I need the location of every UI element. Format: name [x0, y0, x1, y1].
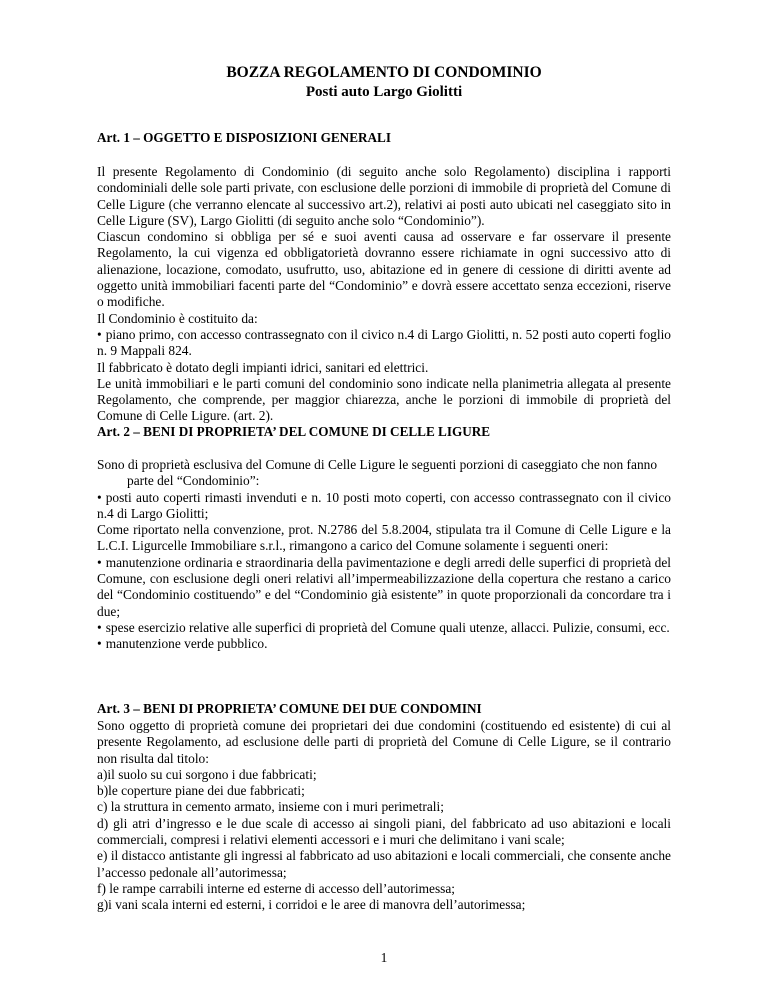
art3-item-f: f) le rampe carrabili interne ed esterne di accesso dell’autorimessa; — [97, 880, 456, 896]
art2-body — [97, 457, 671, 653]
art2-heading: Art. 2 – BENI DI PROPRIETA’ DEL COMUNE DI CELLE LIGURE — [97, 424, 491, 439]
art1-paragraph-3: Il Condominio è costituito da: — [97, 310, 258, 326]
art1-paragraph-2: Ciascun condomino si obbliga per sé e suoi aventi causa ad osservare e far osservare il presente Regolamento, la cui vigenza ed obbligatorietà dovranno essere richiamate in ogni successivo atto di alienazione, locazione, comodato, usufrutto, uso, abitazione ed in genere di cessione di diritti avente ad oggetto unità immobiliari facenti parte del “Condominio” e dovrà essere accettato senza eccezioni, riserve o modifiche. — [97, 229, 671, 310]
art2-paragraph-1b: parte del “Condominio”: — [127, 473, 260, 489]
art3-item-b: b)le coperture piane dei due fabbricati; — [97, 783, 305, 799]
art2-paragraph-3: Come riportato nella convenzione, prot. N.2786 del 5.8.2004, stipulata tra il Comune di Celle Ligure e la L.C.I. Ligurcelle Immobiliare s.r.l., rimangono a carico del Comune solamente i seguenti oneri: — [97, 522, 671, 554]
page-number: 1 — [380, 950, 388, 965]
art1-paragraph-5: Il fabbricato è dotato degli impianti idrici, sanitari ed elettrici. — [97, 359, 429, 375]
art3-paragraph-1: Sono oggetto di proprietà comune dei proprietari dei due condomini (costituendo ed esistente) di cui al presente Regolamento, ad esclusione delle parti di proprietà del Comune di Celle Ligure, se il contrario non risulta dal titolo: — [97, 718, 671, 766]
art3-item-a: a)il suolo su cui sorgono i due fabbricati; — [97, 766, 317, 782]
art3-item-e: e) il distacco antistante gli ingressi al fabbricato ad uso abitazioni e locali commerciali, che consente anche l’accesso pedonale all’autorimessa; — [97, 848, 671, 880]
art2-bullet-3: • spese esercizio relative alle superfici di proprietà del Comune quali utenze, allacci. Pulizie, consumi, ecc. — [97, 620, 671, 636]
art2-bullet-1: • posti auto coperti rimasti invenduti e n. 10 posti moto coperti, con accesso contrassegnato con il civico n.4 di Largo Giolitti; — [97, 490, 671, 523]
art1-paragraph-6: Le unità immobiliari e le parti comuni del condominio sono indicate nella planimetria allegata al presente Regolamento, che comprende, per maggior chiarezza, anche le porzioni di immobile di proprietà del Comune di Celle Ligure. (art. 2). — [97, 375, 671, 424]
art2-bullet-2: • manutenzione ordinaria e straordinaria della pavimentazione e degli arredi delle superfici di proprietà del Comune, con esclusione degli oneri relativi all’impermeabilizzazione della copertura che restano a carico del “Condominio costituendo” e del “Condominio già esistente” in quote proporzionali da concordare tra i due; — [97, 555, 671, 620]
art1-heading: Art. 1 – OGGETTO E DISPOSIZIONI GENERALI — [97, 130, 391, 145]
art1-paragraph-1: Il presente Regolamento di Condominio (di seguito anche solo Regolamento) disciplina i rapporti condominiali delle sole parti private, con esclusione delle porzioni di immobile di proprietà del Comune di Celle Ligure (che verranno elencate al successivo art.2), relativi ai posti auto ubicati nel caseggiato sito in Celle Ligure (SV), Largo Giolitti (di seguito anche solo “Condominio”). — [97, 164, 671, 228]
art3-item-d: d) gli atri d’ingresso e le due scale di accesso ai singoli piani, del fabbricato ad uso abitazioni e locali commerciali, compresi i relativi elementi accessori e i muri che delimitano i vani scale; — [97, 815, 671, 848]
art1-bullet-1: • piano primo, con accesso contrassegnato con il civico n.4 di Largo Giolitti, n. 52 posti auto coperti foglio n. 9 Mappali 824. — [97, 327, 671, 360]
art2-bullet-4: • manutenzione verde pubblico. — [97, 636, 671, 652]
art3-item-c: c) la struttura in cemento armato, insieme con i muri perimetrali; — [97, 799, 444, 815]
art3-item-g: g)i vani scala interni ed esterni, i corridoi e le aree di manovra dell’autorimessa; — [97, 897, 526, 913]
document-subtitle: Posti auto Largo Giolitti — [305, 84, 463, 100]
art1-body — [97, 164, 671, 425]
art3-heading: Art. 3 – BENI DI PROPRIETA’ COMUNE DEI DUE CONDOMINI — [97, 701, 482, 716]
document-title: BOZZA REGOLAMENTO DI CONDOMINIO — [226, 64, 542, 81]
art3-body — [97, 718, 671, 914]
art2-paragraph-1: Sono di proprietà esclusiva del Comune di Celle Ligure le seguenti porzioni di caseggiato che non fanno — [97, 457, 658, 472]
